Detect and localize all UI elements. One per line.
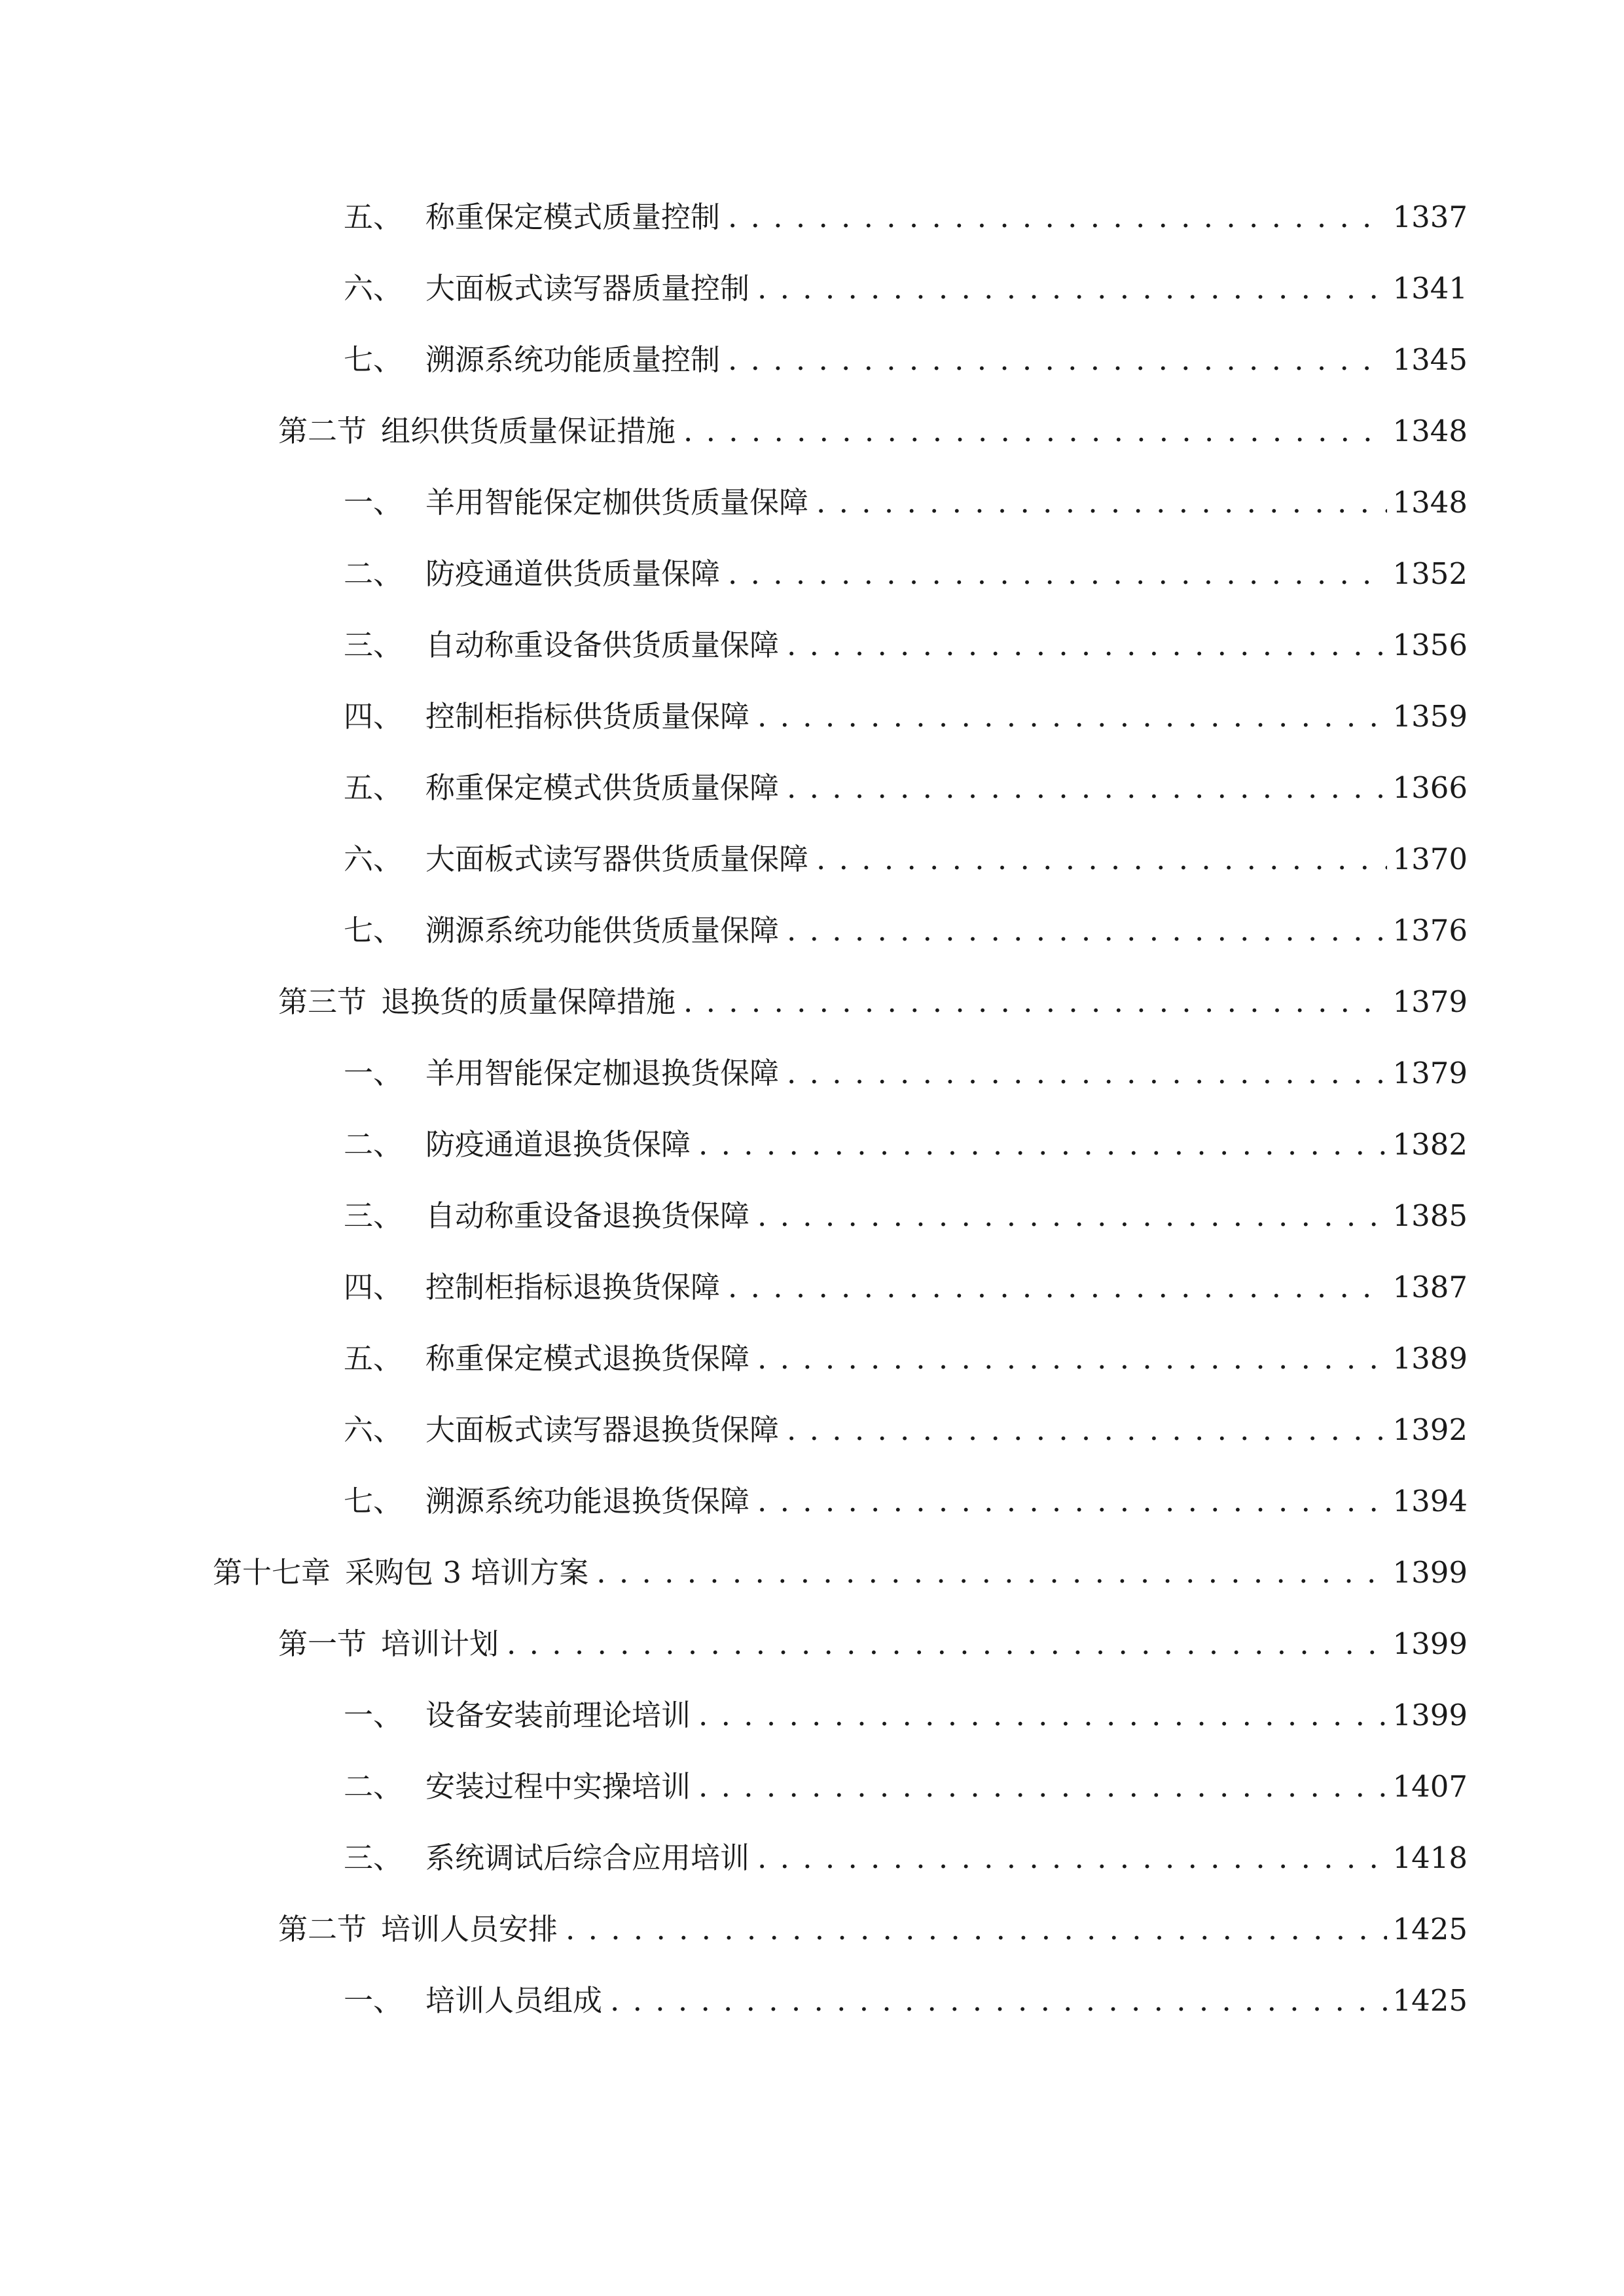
toc-entry[interactable] — [344, 334, 1468, 386]
toc-entry[interactable] — [344, 476, 1468, 529]
dot-leader — [816, 833, 1387, 886]
entry-page-number: 1352 — [1392, 556, 1468, 591]
entry-number: 一、 — [344, 1056, 403, 1090]
entry-number: 五、 — [344, 770, 403, 805]
toc-entry[interactable] — [344, 1975, 1468, 2027]
entry-number: 二、 — [344, 1769, 403, 1804]
toc-entry[interactable] — [344, 1119, 1468, 1171]
entry-page-number: 1382 — [1392, 1127, 1468, 1162]
dot-leader — [566, 1903, 1387, 1956]
entry-page-number: 1407 — [1392, 1769, 1468, 1804]
entry-number: 七、 — [344, 342, 403, 377]
entry-page-number: 1345 — [1392, 342, 1468, 377]
dot-leader — [698, 1119, 1387, 1171]
entry-title: 培训计划 — [381, 1626, 499, 1661]
toc-entry[interactable] — [344, 619, 1468, 672]
entry-page-number: 1425 — [1392, 1983, 1468, 2018]
toc-entry[interactable] — [344, 1689, 1468, 1742]
entry-page-number: 1366 — [1392, 770, 1468, 805]
dot-leader — [787, 1047, 1387, 1100]
entry-number: 一、 — [344, 1983, 403, 2018]
dot-leader — [757, 1190, 1387, 1242]
entry-page-number: 1348 — [1392, 485, 1468, 520]
dot-leader — [507, 1618, 1387, 1670]
entry-title: 安装过程中实操培训 — [425, 1769, 691, 1804]
entry-number: 第十七章 — [213, 1555, 331, 1590]
entry-page-number: 1392 — [1392, 1412, 1468, 1447]
toc-entry[interactable] — [278, 405, 1468, 457]
toc-entry[interactable] — [278, 976, 1468, 1028]
entry-title: 溯源系统功能退换货保障 — [425, 1484, 750, 1518]
dot-leader — [596, 1547, 1387, 1599]
entry-title: 自动称重设备退换货保障 — [425, 1198, 750, 1233]
entry-number: 第一节 — [278, 1626, 367, 1661]
dot-leader — [728, 334, 1387, 386]
entry-page-number: 1348 — [1392, 414, 1468, 448]
toc-entry[interactable] — [344, 905, 1468, 957]
entry-number: 四、 — [344, 1270, 403, 1304]
entry-number: 六、 — [344, 271, 403, 306]
entry-page-number: 1376 — [1392, 913, 1468, 948]
entry-page-number: 1389 — [1392, 1341, 1468, 1376]
toc-entry[interactable] — [344, 1047, 1468, 1100]
entry-number: 四、 — [344, 699, 403, 734]
entry-page-number: 1425 — [1392, 1912, 1468, 1946]
entry-number: 第二节 — [278, 1912, 367, 1946]
entry-page-number: 1418 — [1392, 1840, 1468, 1875]
entry-page-number: 1399 — [1392, 1698, 1468, 1732]
entry-title: 采购包 3 培训方案 — [345, 1555, 589, 1590]
toc-entry[interactable] — [344, 762, 1468, 814]
dot-leader — [698, 1761, 1387, 1813]
toc-entry[interactable] — [344, 1475, 1468, 1528]
dot-leader — [698, 1689, 1387, 1742]
dot-leader — [728, 191, 1387, 243]
toc-entry[interactable] — [278, 1618, 1468, 1670]
entry-title: 大面板式读写器退换货保障 — [425, 1412, 780, 1447]
dot-leader — [757, 691, 1387, 743]
toc-entry[interactable] — [344, 262, 1468, 315]
dot-leader — [728, 1261, 1387, 1314]
entry-title: 羊用智能保定枷供货质量保障 — [425, 485, 809, 520]
entry-page-number: 1379 — [1392, 1056, 1468, 1090]
entry-number: 一、 — [344, 485, 403, 520]
entry-title: 防疫通道供货质量保障 — [425, 556, 721, 591]
entry-page-number: 1379 — [1392, 984, 1468, 1019]
dot-leader — [816, 476, 1387, 529]
entry-title: 退换货的质量保障措施 — [381, 984, 676, 1019]
entry-number: 一、 — [344, 1698, 403, 1732]
dot-leader — [787, 762, 1387, 814]
entry-number: 六、 — [344, 1412, 403, 1447]
dot-leader — [683, 976, 1387, 1028]
entry-page-number: 1385 — [1392, 1198, 1468, 1233]
entry-number: 五、 — [344, 1341, 403, 1376]
entry-title: 自动称重设备供货质量保障 — [425, 628, 780, 662]
dot-leader — [610, 1975, 1387, 2027]
entry-number: 三、 — [344, 628, 403, 662]
entry-number: 七、 — [344, 1484, 403, 1518]
toc-entry[interactable] — [344, 548, 1468, 600]
toc-entry[interactable] — [344, 691, 1468, 743]
toc-entry[interactable] — [344, 1761, 1468, 1813]
entry-title: 系统调试后综合应用培训 — [425, 1840, 750, 1875]
entry-number: 二、 — [344, 556, 403, 591]
dot-leader — [787, 619, 1387, 672]
entry-title: 溯源系统功能质量控制 — [425, 342, 721, 377]
entry-title: 大面板式读写器质量控制 — [425, 271, 750, 306]
entry-number: 五、 — [344, 200, 403, 234]
entry-title: 设备安装前理论培训 — [425, 1698, 691, 1732]
toc-entry[interactable] — [344, 833, 1468, 886]
dot-leader — [757, 1832, 1387, 1884]
entry-page-number: 1341 — [1392, 271, 1468, 306]
entry-title: 培训人员安排 — [381, 1912, 558, 1946]
entry-title: 组织供货质量保证措施 — [381, 414, 676, 448]
toc-entry[interactable] — [344, 1404, 1468, 1456]
entry-page-number: 1394 — [1392, 1484, 1468, 1518]
entry-number: 三、 — [344, 1198, 403, 1233]
entry-title: 称重保定模式供货质量保障 — [425, 770, 780, 805]
dot-leader — [757, 1475, 1387, 1528]
entry-page-number: 1370 — [1392, 842, 1468, 876]
dot-leader — [683, 405, 1387, 457]
toc-entry[interactable] — [213, 1547, 1468, 1599]
toc-entry[interactable] — [344, 191, 1468, 243]
entry-title: 羊用智能保定枷退换货保障 — [425, 1056, 780, 1090]
dot-leader — [787, 1404, 1387, 1456]
entry-number: 第三节 — [278, 984, 367, 1019]
entry-number: 三、 — [344, 1840, 403, 1875]
entry-page-number: 1399 — [1392, 1555, 1468, 1590]
entry-title: 大面板式读写器供货质量保障 — [425, 842, 809, 876]
dot-leader — [757, 262, 1387, 315]
entry-page-number: 1337 — [1392, 200, 1468, 234]
entry-title: 称重保定模式质量控制 — [425, 200, 721, 234]
entry-title: 溯源系统功能供货质量保障 — [425, 913, 780, 948]
toc-entry[interactable] — [344, 1190, 1468, 1242]
toc-entry[interactable] — [344, 1832, 1468, 1884]
entry-title: 防疫通道退换货保障 — [425, 1127, 691, 1162]
entry-title: 控制柜指标退换货保障 — [425, 1270, 721, 1304]
entry-page-number: 1359 — [1392, 699, 1468, 734]
toc-entry[interactable] — [344, 1261, 1468, 1314]
entry-number: 七、 — [344, 913, 403, 948]
dot-leader — [787, 905, 1387, 957]
entry-number: 第二节 — [278, 414, 367, 448]
toc-entry[interactable] — [278, 1903, 1468, 1956]
entry-number: 二、 — [344, 1127, 403, 1162]
entry-page-number: 1356 — [1392, 628, 1468, 662]
toc-entry[interactable] — [344, 1333, 1468, 1385]
entry-title: 控制柜指标供货质量保障 — [425, 699, 750, 734]
entry-page-number: 1399 — [1392, 1626, 1468, 1661]
entry-title: 培训人员组成 — [425, 1983, 603, 2018]
entry-title: 称重保定模式退换货保障 — [425, 1341, 750, 1376]
entry-page-number: 1387 — [1392, 1270, 1468, 1304]
entry-number: 六、 — [344, 842, 403, 876]
dot-leader — [757, 1333, 1387, 1385]
dot-leader — [728, 548, 1387, 600]
